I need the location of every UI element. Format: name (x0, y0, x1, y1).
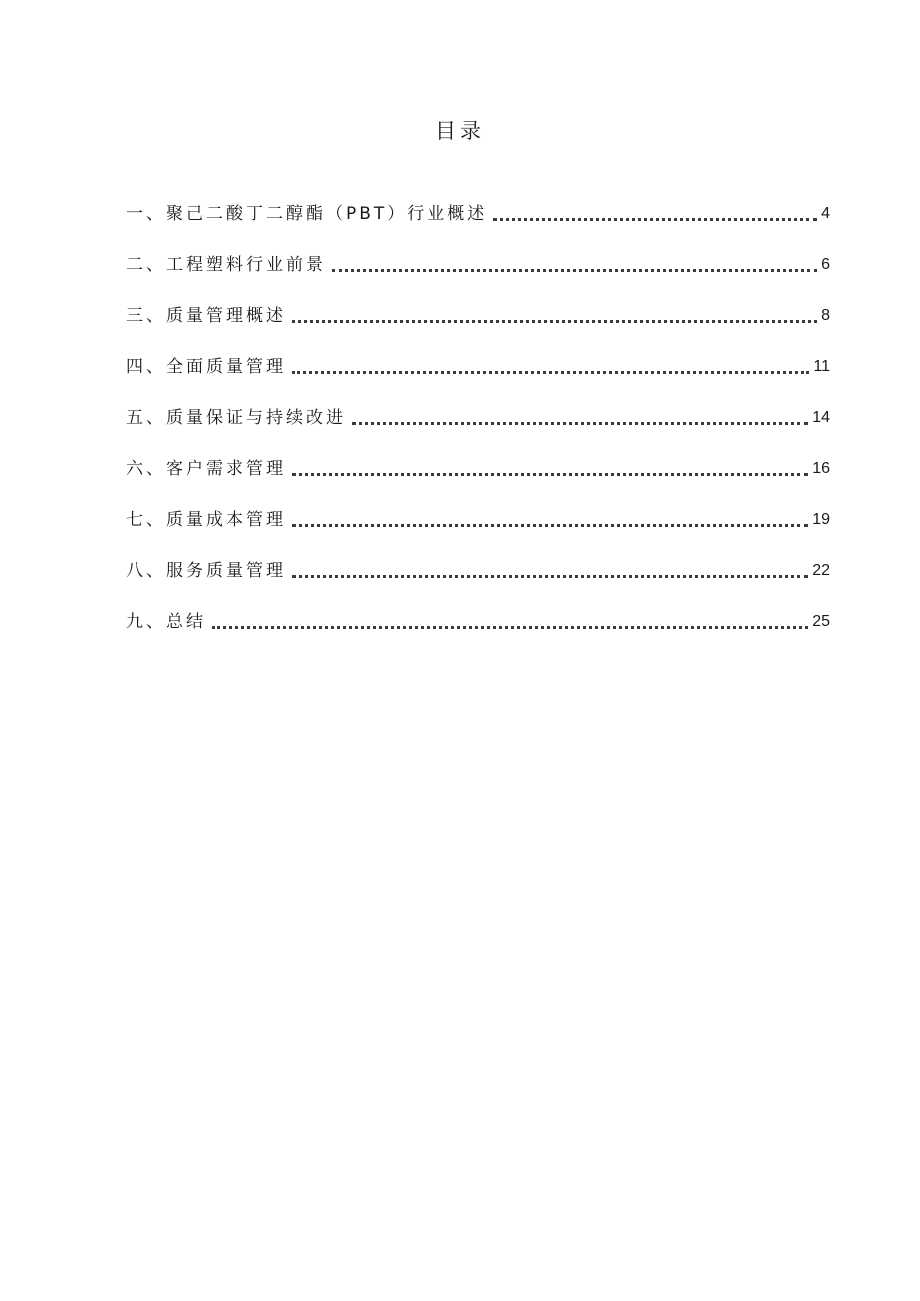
dot-leader (292, 371, 809, 374)
toc-entry-label: 二、工程塑料行业前景 (126, 255, 326, 275)
toc-entry-label: 五、质量保证与持续改进 (126, 408, 346, 428)
dot-leader (292, 575, 808, 578)
dot-leader (332, 269, 817, 272)
toc-entry[interactable] (126, 229, 830, 280)
toc-entry[interactable] (126, 535, 830, 586)
dot-leader (212, 626, 808, 629)
dot-leader (292, 320, 817, 323)
toc-entry-label: 三、质量管理概述 (126, 306, 286, 326)
toc-entry[interactable] (126, 484, 830, 535)
toc-entry-label: 七、质量成本管理 (126, 510, 286, 530)
toc-entry-page: 4 (821, 205, 830, 222)
dot-leader (352, 422, 808, 425)
dot-leader (493, 218, 817, 221)
toc-entry-page: 25 (812, 613, 830, 630)
toc-list (126, 178, 830, 637)
toc-entry-page: 14 (812, 409, 830, 426)
toc-entry-page: 16 (812, 460, 830, 477)
toc-entry[interactable] (126, 382, 830, 433)
toc-entry-page: 6 (821, 256, 830, 273)
toc-entry-page: 22 (812, 562, 830, 579)
toc-entry-label: 六、客户需求管理 (126, 459, 286, 479)
toc-entry-label: 四、全面质量管理 (126, 357, 286, 377)
toc-entry-label: 一、聚己二酸丁二醇酯（PBT）行业概述 (126, 204, 488, 224)
toc-title: 目录 (435, 119, 485, 143)
toc-entry[interactable] (126, 433, 830, 484)
toc-entry-page: 11 (813, 358, 830, 375)
dot-leader (292, 524, 808, 527)
toc-entry-label: 九、总结 (126, 612, 206, 632)
toc-entry[interactable] (126, 178, 830, 229)
toc-entry-page: 8 (821, 307, 830, 324)
toc-entry-page: 19 (812, 511, 830, 528)
toc-entry[interactable] (126, 586, 830, 637)
dot-leader (292, 473, 808, 476)
toc-entry-label: 八、服务质量管理 (126, 561, 286, 581)
toc-entry[interactable] (126, 280, 830, 331)
toc-entry[interactable] (126, 331, 830, 382)
